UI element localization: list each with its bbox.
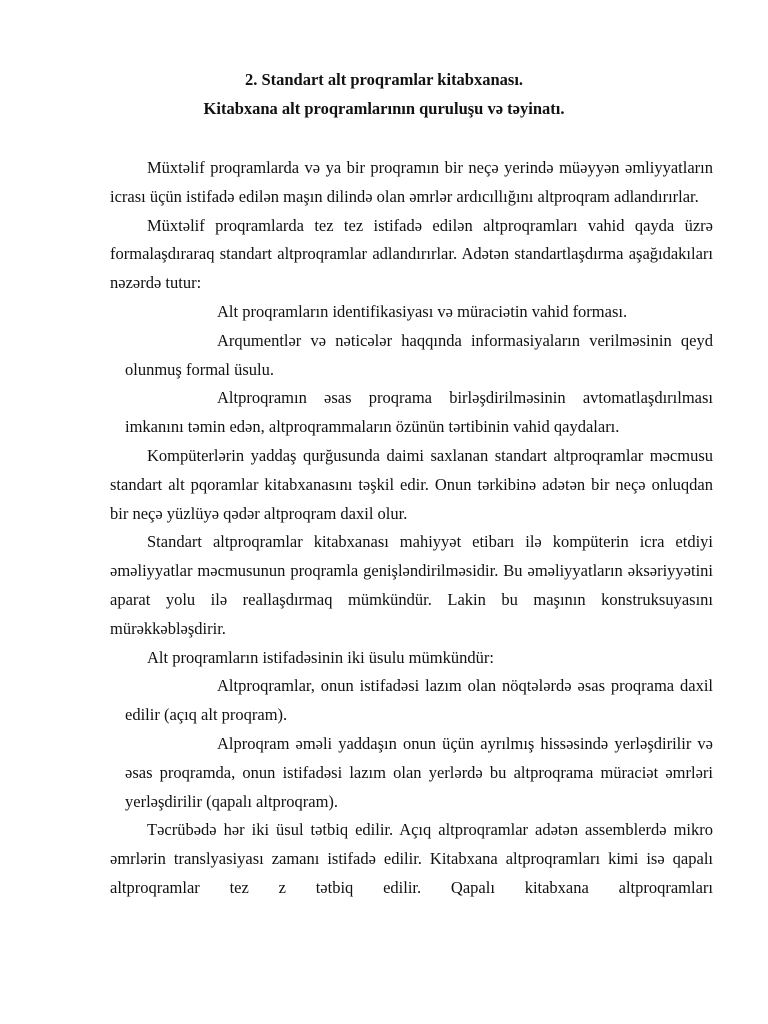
paragraph: Standart altproqramlar kitabxanası mahiyyət etibarı ilə kompüterin icra etdiyi əməliyyatlar məcmusunun proqramla genişləndirilməsidir. Bu əməliyyatların əksəriyyətini aparat yolu ilə reallaşdırmaq mümkündür. Lakin bu maşının konstruksuyasını mürəkkəbləşdirir.	[110, 532, 713, 638]
list-item: Alproqram əməli yaddaşın onun üçün ayrılmış hissəsində yerləşdirilir və əsas proqramda, onun istifadəsi lazım olan yerlərdə bu altproqrama müraciət əmrləri yerləşdirilir (qapalı altproqram).	[125, 733, 713, 811]
paragraph: Alt proqramların istifadəsinin iki üsulu mümkündür:	[147, 647, 494, 667]
paragraph: Müxtəlif proqramlarda tez tez istifadə edilən altproqramları vahid qayda üzrə formalaşdıraraq standart altproqramlar adlandırırlar. Adətən standartlaşdırma aşağıdakıları nəzərdə tutur:	[110, 215, 713, 293]
section-title: 2. Standart alt proqramlar kitabxanası.	[244, 70, 524, 89]
section-subtitle: Kitabxana alt proqramlarının quruluşu və təyinatı.	[203, 99, 565, 118]
list-item: Altproqramın əsas proqrama birləşdirilməsinin avtomatlaşdırılması imkanını təmin edən, altproqrammaların özünün tərtibinin vahid qaydaları.	[125, 388, 713, 437]
paragraph: Müxtəlif proqramlarda və ya bir proqramın bir neçə yerində müəyyən əmliyyatların icrası üçün istifadə edilən maşın dilində olan əmrlər ardıcıllığını altproqram adlandırırlar.	[110, 158, 713, 206]
list-item: Altproqramlar, onun istifadəsi lazım olan nöqtələrdə əsas proqrama daxil edilir (açıq alt proqram).	[125, 676, 713, 725]
paragraph: Kompüterlərin yaddaş qurğusunda daimi saxlanan standart altproqramlar məcmusu standart alt pqoramlar kitabxanasını təşkil edir. Onun tərkibinə adətən bir neçə onluqdan bir neçə yüzlüyə qədər altproqram daxil olur.	[110, 445, 713, 523]
document-body	[110, 154, 713, 903]
paragraph: Təcrübədə hər iki üsul tətbiq edilir. Açıq altproqramlar adətən assemblerdə mikro əmrlərin translyasiyası zamanı istifadə edilir. Kitabxana altproqramları kimi isə qapalı altproqramlar tez z tətbiq edilir. Qapalı kitabxana altproqramları	[110, 820, 713, 897]
list-item: Arqumentlər və nəticələr haqqında informasiyaların verilməsinin qeyd olunmuş formal üsulu.	[125, 330, 713, 379]
list-item: Alt proqramların identifikasiyası və müraciətin vahid forması.	[217, 301, 628, 321]
